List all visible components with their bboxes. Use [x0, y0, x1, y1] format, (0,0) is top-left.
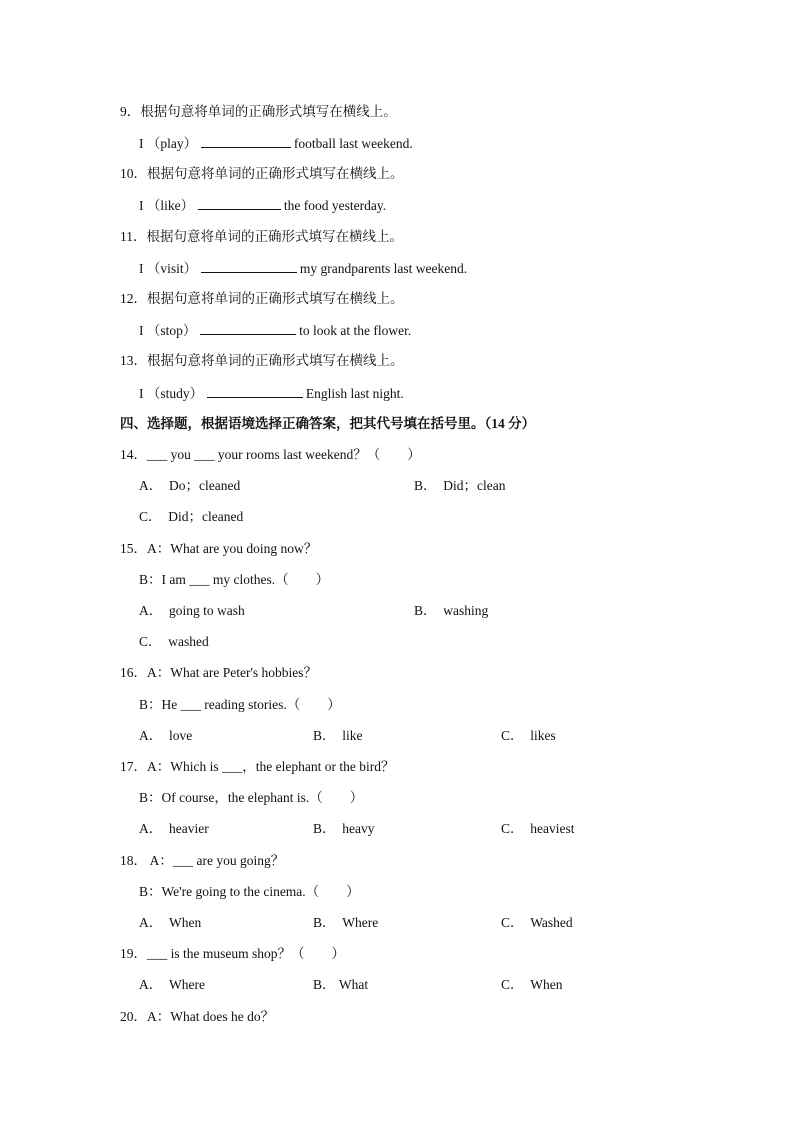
option-c[interactable] — [501, 728, 556, 744]
option-text: When — [169, 915, 202, 930]
option-label: B． — [313, 728, 336, 743]
instruction-text: 根据句意将单词的正确形式填写在横线上。 — [147, 291, 404, 306]
subject: I — [139, 323, 144, 338]
question-number: 11． — [120, 229, 147, 244]
instruction-text: 根据句意将单词的正确形式填写在横线上。 — [147, 166, 404, 181]
option-text: Where — [342, 915, 379, 930]
question-text: ___ is the museum shop？（ ） — [147, 946, 345, 961]
option-text: going to wash — [169, 603, 245, 618]
question-line2: B：He ___ reading stories.（ ） — [139, 697, 341, 712]
option-label: A． — [139, 977, 163, 992]
option-text: heaviest — [530, 821, 575, 836]
question-number: 9． — [120, 104, 141, 119]
option-a[interactable] — [139, 977, 205, 993]
option-text: heavy — [342, 821, 375, 836]
option-label: A． — [139, 821, 163, 836]
verb-hint: （stop） — [146, 323, 197, 338]
sentence-rest: the food yesterday. — [283, 198, 387, 213]
option-a[interactable] — [139, 915, 201, 931]
option-label: A． — [139, 603, 163, 618]
question-stem — [120, 447, 421, 463]
option-label: B． — [414, 478, 437, 493]
option-label: B． — [414, 603, 437, 618]
option-label: C． — [501, 915, 524, 930]
question-13-instruction — [120, 353, 404, 369]
question-stem — [120, 946, 345, 962]
option-label: C． — [501, 977, 524, 992]
instruction-text: 根据句意将单词的正确形式填写在横线上。 — [146, 229, 403, 244]
option-label: B． — [313, 915, 336, 930]
option-label: A． — [139, 728, 163, 743]
answer-blank[interactable] — [201, 260, 297, 273]
option-a[interactable] — [139, 603, 245, 619]
question-line2: B：Of course，the elephant is.（ ） — [139, 790, 364, 805]
option-label: C． — [139, 634, 162, 649]
question-number: 15． — [120, 541, 147, 556]
sentence-rest: to look at the flower. — [299, 323, 412, 338]
question-12-instruction — [120, 291, 404, 307]
sentence-rest: my grandparents last weekend. — [299, 261, 468, 276]
option-text: like — [342, 728, 363, 743]
option-text: Where — [169, 977, 205, 992]
question-10-instruction — [120, 166, 404, 182]
instruction-text: 根据句意将单词的正确形式填写在横线上。 — [147, 353, 404, 368]
question-stem — [120, 759, 394, 775]
option-label: C． — [139, 509, 162, 524]
question-11-prompt — [139, 260, 467, 277]
option-b[interactable] — [313, 915, 378, 931]
question-number: 14． — [120, 447, 147, 462]
option-text: likes — [530, 728, 556, 743]
question-text: A：What does he do？ — [147, 1009, 275, 1024]
instruction-text: 根据句意将单词的正确形式填写在横线上。 — [140, 104, 397, 119]
option-label: C． — [501, 728, 524, 743]
option-c[interactable] — [139, 509, 243, 525]
option-a[interactable] — [139, 821, 209, 837]
option-text: washing — [443, 603, 489, 618]
option-text: love — [169, 728, 193, 743]
subject: I — [139, 386, 144, 401]
option-b[interactable] — [313, 977, 368, 993]
option-text: What — [338, 977, 369, 992]
option-label: C． — [501, 821, 524, 836]
verb-hint: （study） — [146, 386, 204, 401]
question-number: 17． — [120, 759, 147, 774]
option-label: B． — [313, 821, 336, 836]
option-b[interactable] — [313, 728, 363, 744]
option-a[interactable] — [139, 478, 240, 494]
question-number: 10． — [120, 166, 147, 181]
option-text: Did；clean — [443, 478, 506, 493]
question-text: A：Which is ___，the elephant or the bird？ — [147, 759, 395, 774]
question-text: A：___ are you going？ — [147, 853, 285, 868]
option-a[interactable] — [139, 728, 192, 744]
answer-blank[interactable] — [201, 135, 291, 148]
answer-blank[interactable] — [200, 322, 296, 335]
verb-hint: （visit） — [146, 261, 198, 276]
question-number: 12． — [120, 291, 147, 306]
question-stem — [120, 853, 284, 869]
answer-blank[interactable] — [198, 197, 281, 210]
question-line2: B：I am ___ my clothes.（ ） — [139, 572, 330, 587]
subject: I — [139, 136, 144, 151]
section-heading: 四、选择题，根据语境选择正确答案，把其代号填在括号里。（14 分） — [120, 416, 536, 431]
verb-hint: （play） — [146, 136, 198, 151]
option-b[interactable] — [414, 478, 506, 494]
option-label: A． — [139, 478, 163, 493]
option-c[interactable] — [139, 634, 209, 650]
sentence-rest: football last weekend. — [293, 136, 413, 151]
question-line2: B：We're going to the cinema.（ ） — [139, 884, 360, 899]
question-9-prompt — [139, 135, 413, 152]
option-label: B． — [313, 977, 336, 992]
question-text: ___ you ___ your rooms last weekend？（ ） — [147, 447, 421, 462]
question-11-instruction — [120, 229, 403, 245]
option-c[interactable] — [501, 915, 573, 931]
subject: I — [139, 198, 144, 213]
question-stem — [120, 541, 317, 557]
question-text: A：What are Peter's hobbies？ — [147, 665, 318, 680]
sentence-rest: English last night. — [305, 386, 404, 401]
option-c[interactable] — [501, 821, 575, 837]
question-12-prompt — [139, 322, 411, 339]
question-text: A：What are you doing now？ — [147, 541, 318, 556]
answer-blank[interactable] — [207, 385, 303, 398]
subject: I — [139, 261, 144, 276]
question-number: 18． — [120, 853, 147, 868]
option-text: Washed — [530, 915, 573, 930]
option-c[interactable] — [501, 977, 563, 993]
option-b[interactable] — [414, 603, 488, 619]
question-stem — [120, 1009, 274, 1025]
question-number: 20． — [120, 1009, 147, 1024]
question-10-prompt — [139, 197, 386, 214]
verb-hint: （like） — [146, 198, 195, 213]
question-13-prompt — [139, 385, 404, 402]
question-stem — [120, 665, 317, 681]
question-number: 16． — [120, 665, 147, 680]
question-9-instruction — [120, 104, 397, 120]
option-text: heavier — [169, 821, 209, 836]
option-text: Do；cleaned — [169, 478, 241, 493]
option-text: washed — [168, 634, 209, 649]
option-text: When — [530, 977, 563, 992]
option-b[interactable] — [313, 821, 375, 837]
question-number: 13． — [120, 353, 147, 368]
option-label: A． — [139, 915, 163, 930]
option-text: Did；cleaned — [168, 509, 244, 524]
question-number: 19． — [120, 946, 147, 961]
